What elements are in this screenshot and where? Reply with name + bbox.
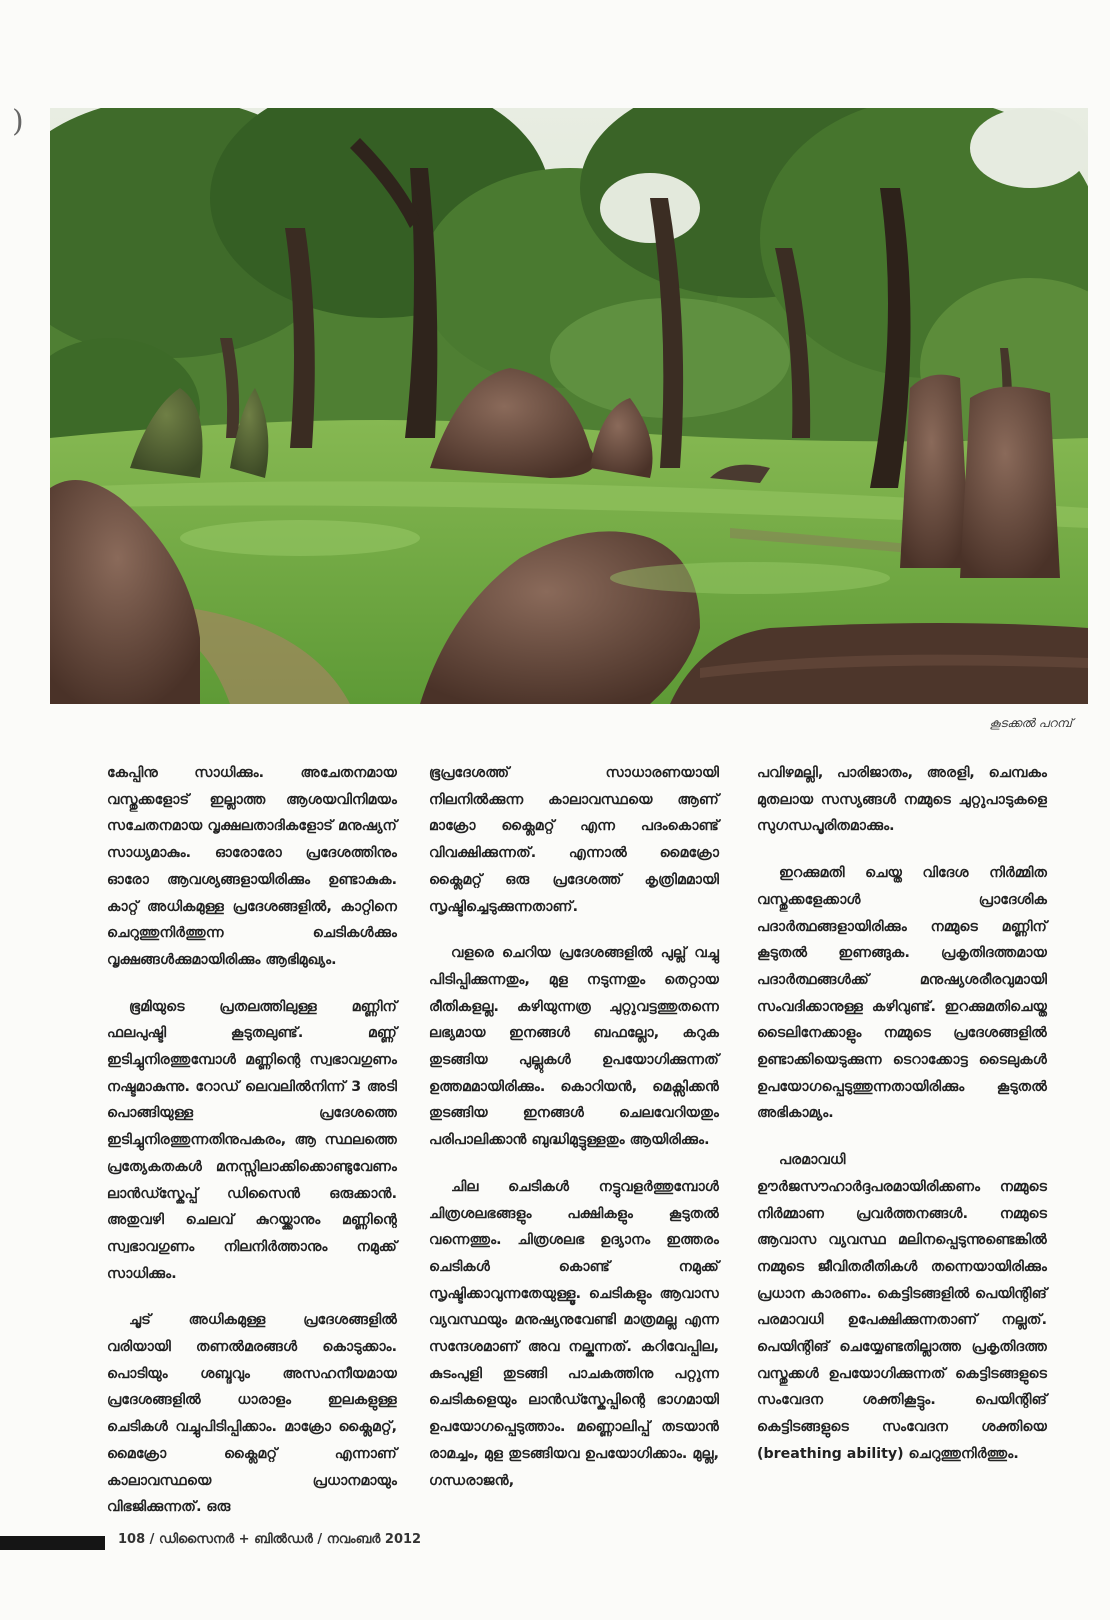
page-edge-mark: ) (12, 104, 24, 139)
paragraph: ചില ചെടികൾ നട്ടുവളർത്തുമ്പോൾ ചിത്രശലഭങ്ങളും പക്ഷികളും കൂടുതൽ വന്നെത്തും. ചിത്രശലഭ ഉദ്യാനം ഇത്തരം ചെടികൾ കൊണ്ട് നമുക്ക് സൃഷ്ടിക്കാവുന്നതേയുള്ളൂ. ചെടികളും ആവാസ വ്യവസ്ഥയും മനുഷ്യനുവേണ്ടി മാത്രമല്ല എന്ന സന്ദേശമാണ് അവ നല്കുന്നത്. കറിവേപ്പില, കുടംപുളി തുടങ്ങി പാചകത്തിനു പറ്റുന്ന ചെടികളെയും ലാൻഡ്സ്കേപ്പിന്റെ ഭാഗമായി ഉപയോഗപ്പെടുത്താം. മണ്ണൊലിപ്പ് തടയാൻ രാമച്ചം, മുള തുടങ്ങിയവ ഉപയോഗിക്കാം. മുല്ല, ഗന്ധരാജൻ, (429, 1178, 719, 1489)
footer-separator: / (149, 1532, 155, 1547)
park-photo (50, 108, 1088, 704)
laterite-stones-park-illustration (50, 108, 1088, 704)
paragraph: ഇറക്കുമതി ചെയ്ത വിദേശ നിർമ്മിത വസ്തുക്കളേക്കാൾ പ്രാദേശിക പദാർത്ഥങ്ങളായിരിക്കും നമ്മുടെ മണ്ണിന് കൂടുതൽ ഇണങ്ങുക. പ്രകൃതിദത്തമായ പദാർത്ഥങ്ങൾക്ക് മനുഷ്യശരീരവുമായി സംവദിക്കാനുള്ള കഴിവുണ്ട്. ഇറക്കുമതിചെയ്ത ടൈലിനേക്കാളും നമ്മുടെ പ്രദേശങ്ങളിൽ ഉണ്ടാക്കിയെടുക്കുന്ന ടെറാക്കോട്ട ടൈലുകൾ ഉപയോഗപ്പെടുത്തുന്നതായിരിക്കും കൂടുതൽ അഭികാമ്യം. (757, 865, 1047, 1122)
paragraph: വളരെ ചെറിയ പ്രദേശങ്ങളിൽ പുല്ല് വച്ചു പിടിപ്പിക്കുന്നതും, മുള നടുന്നതും തെറ്റായ രീതികളല്ല. കഴിയുന്നത്ര ചുറ്റുവട്ടത്തുതന്നെ ലഭ്യമായ ഇനങ്ങൾ ബഫല്ലോ, കറുക തുടങ്ങിയ പുല്ലുകൾ ഉപയോഗിക്കുന്നത് ഉത്തമമായിരിക്കും. കൊറിയൻ, മെക്സിക്കൻ തുടങ്ങിയ ഇനങ്ങൾ ചെലവേറിയതും പരിപാലിക്കാൻ ബുദ്ധിമുട്ടുള്ളതും ആയിരിക്കും. (429, 945, 719, 1149)
issue-date: നവംബർ 2012 (326, 1532, 422, 1547)
paragraph: ഭൂമിയുടെ പ്രതലത്തിലുള്ള മണ്ണിന് ഫലപുഷ്ടി കൂടുതലുണ്ട്. മണ്ണ് ഇടിച്ചുനിരത്തുമ്പോൾ മണ്ണിന്റെ സ്വഭാവഗുണം നഷ്ടമാകുന്നു. റോഡ് ലെവലിൽനിന്ന് 3 അടി പൊങ്ങിയുള്ള പ്രദേശത്തെ ഇടിച്ചുനിരത്തുന്നതിനുപകരം, ആ സ്ഥലത്തെ പ്രത്യേകതകൾ മനസ്സിലാക്കിക്കൊണ്ടുവേണം ലാൻഡ്സ്കേപ്പ് ഡിസൈൻ ഒരുക്കാൻ. അതുവഴി ചെലവ് കുറയ്ക്കാനും മണ്ണിന്റെ സ്വഭാവഗുണം നിലനിർത്താനും നമുക്ക് സാധിക്കും. (107, 998, 397, 1282)
column-2 (429, 760, 719, 1494)
column-3 (757, 760, 1047, 1468)
footer-separator: / (317, 1532, 323, 1547)
paragraph: കേപ്പിനു സാധിക്കും. അചേതനമായ വസ്തുക്കളോട് ഇല്ലാത്ത ആശയവിനിമയം സചേതനമായ വൃക്ഷലതാദികളോട് മനുഷ്യന് സാധ്യമാകും. ഓരോരോ പ്രദേശത്തിനും ഓരോ ആവശ്യങ്ങളായിരിക്കും ഉണ്ടാകുക. കാറ്റ് അധികമുള്ള പ്രദേശങ്ങളിൽ, കാറ്റിനെ ചെറുത്തുനിർത്തുന്ന ചെടികൾക്കും വൃക്ഷങ്ങൾക്കുമായിരിക്കും ആഭിമുഖ്യം. (107, 765, 397, 968)
photo-caption: കൂടക്കൽ പറമ്പ് (989, 716, 1072, 730)
footer-text (118, 1532, 421, 1547)
page-footer (0, 1532, 1110, 1556)
paragraph: ചൂട് അധികമുള്ള പ്രദേശങ്ങളിൽ വരിയായി തണൽമരങ്ങൾ കൊടുക്കാം. പൊടിയും ശബ്ദവും അസഹനീയമായ പ്രദേശങ്ങളിൽ ധാരാളം ഇലകളുള്ള ചെടികൾ വച്ചുപിടിപ്പിക്കാം. മാക്രോ ക്ലൈമറ്റ്, മൈക്രോ ക്ലൈമറ്റ് എന്നാണ് കാലാവസ്ഥയെ പ്രധാനമായും വിഭജിക്കുന്നത്. ഒരു (107, 1312, 397, 1516)
page-number: 108 (118, 1532, 146, 1547)
paragraph: പരമാവധി ഊർജസൗഹാർദ്ദപരമായിരിക്കണം നമ്മുടെ നിർമ്മാണ പ്രവർത്തനങ്ങൾ. നമ്മുടെ ആവാസ വ്യവസ്ഥ മലിനപ്പെടുന്നുണ്ടെങ്കിൽ നമ്മുടെ ജീവിതരീതികൾ തന്നെയായിരിക്കും പ്രധാന കാരണം. കെട്ടിടങ്ങളിൽ പെയിന്റിങ് പരമാവധി ഉപേക്ഷിക്കുന്നതാണ് നല്ലത്. പെയിന്റിങ് ചെയ്യേണ്ടതില്ലാത്ത പ്രകൃതിദത്ത വസ്തുക്കൾ ഉപയോഗിക്കുന്നത് കെട്ടിടങ്ങളുടെ സംവേദന ശക്തികൂട്ടും. പെയിന്റിങ് കെട്ടിടങ്ങളുടെ സംവേദന ശക്തിയെ (breathing ability) ചെറുത്തുനിർത്തും. (757, 1152, 1047, 1462)
paragraph: പവിഴമല്ലി, പാരിജാതം, അരളി, ചെമ്പകം മുതലായ സസ്യങ്ങൾ നമ്മുടെ ചുറ്റുപാടുകളെ സുഗന്ധപൂരിതമാക്കും. (757, 765, 1047, 835)
footer-bar (0, 1536, 105, 1550)
article-body (107, 760, 1052, 1516)
column-1 (107, 760, 397, 1521)
paragraph: ഭൂപ്രദേശത്ത് സാധാരണയായി നിലനിൽക്കുന്ന കാലാവസ്ഥയെ ആണ് മാക്രോ ക്ലൈമറ്റ് എന്ന പദംകൊണ്ട് വിവക്ഷിക്കുന്നത്. എന്നാൽ മൈക്രോ ക്ലൈമറ്റ് ഒരു പ്രദേശത്ത് കൃത്രിമമായി സൃഷ്ടിച്ചെടുക്കുന്നതാണ്. (429, 765, 719, 915)
magazine-name: ഡിസൈനർ + ബിൽഡർ (158, 1532, 313, 1547)
